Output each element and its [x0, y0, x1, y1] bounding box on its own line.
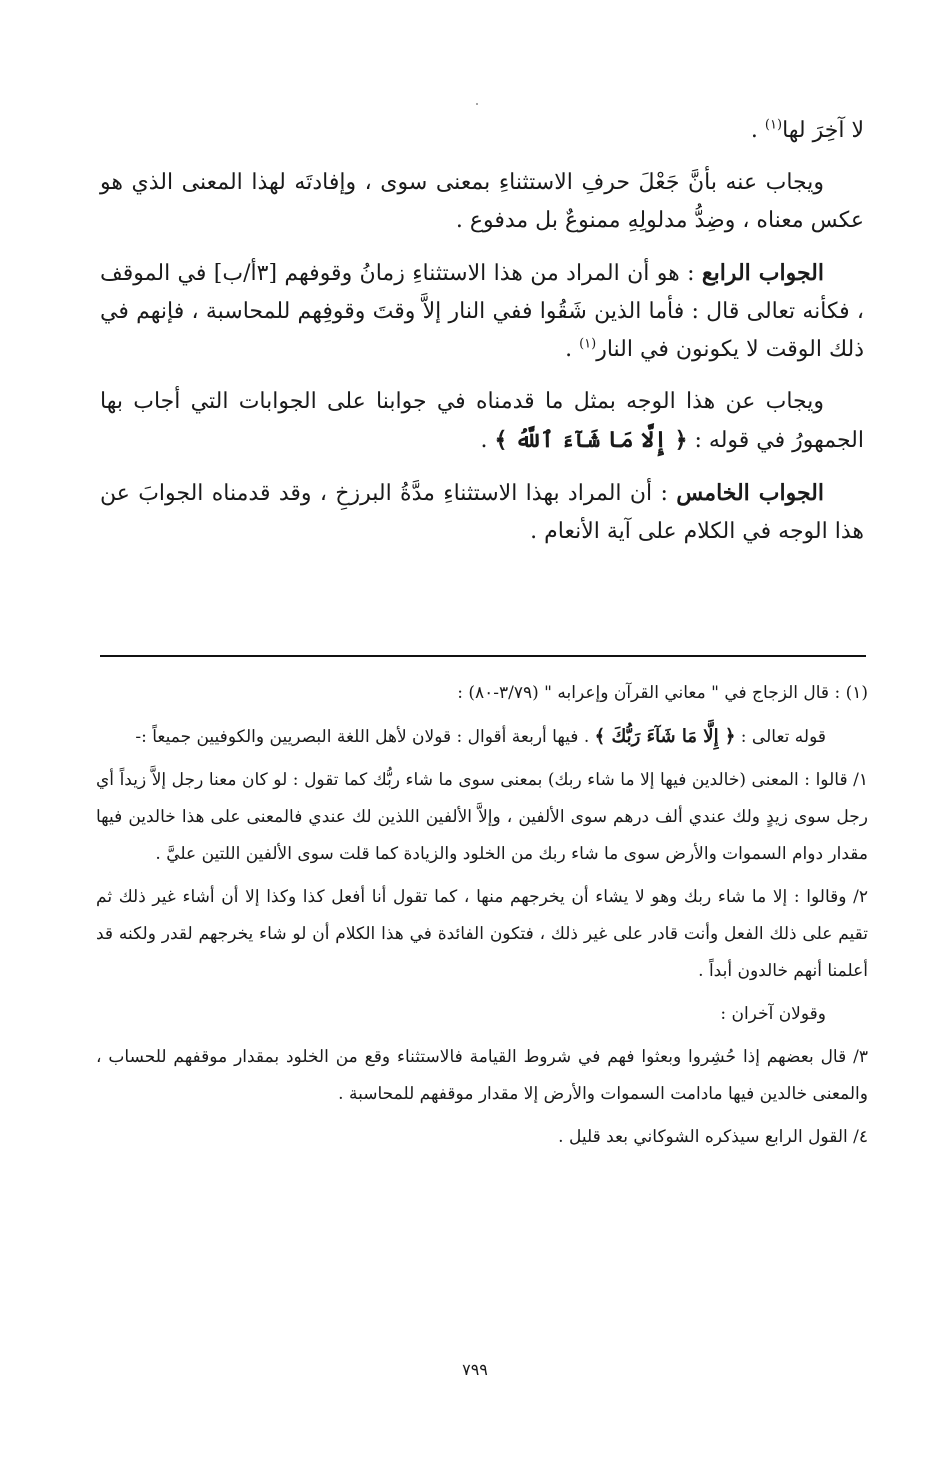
paragraph-text: : هو أن المراد من هذا الاستثناءِ زمانُ وقوفهم [٣أ/ب] في الموقف ، فكأنه تعالى قال : فأما الذين شَقُوا ففي النار إلاَّ وقتَ وقوفِهم للمحاسبة ، فإنهم في ذلك الوقت لا يكونون في النار — [100, 261, 864, 362]
footnote-item-1: ١/ قالوا : المعنى (خالدين فيها إلا ما شاء ربك) بمعنى سوى ما شاء ربُّك كما تقول : لو كان معنا رجل إلاَّ زيداً أي رجل سوى زيدٍ ولك عندي ألف درهم سوى الألفين ، وإلاَّ الألفين اللذين لك عندي فالمعنى على هذا خالدين فيها مقدار دوام السموات والأرض سوى ما شاء ربك من الخلود والزيادة كما قلت سوى الألفين اللتين عليَّ . — [96, 770, 868, 864]
footnote-item-3: ٣/ قال بعضهم إذا حُشِروا وبعثوا فهم في شروط القيامة فالاستثناء وقع من الخلود بمقدار موقفهم للحساب ، والمعنى خالدين فيها مادامت السموات والأرض إلا مقدار موقفهم للمحاسبة . — [96, 1047, 868, 1104]
footnote-text: . فيها أربعة أقوال : قولان لأهل اللغة البصريين والكوفيين جميعاً :- — [135, 727, 595, 747]
footnote-text: قوله تعالى : — [735, 727, 826, 747]
footnote-separator — [100, 655, 866, 657]
paragraph-end: . — [565, 337, 580, 362]
footnote-ref[interactable]: (١) — [579, 336, 597, 352]
paragraph-text: : أن المراد بهذا الاستثناءِ مدَّةُ البرزخِ ، وقد قدمناه الجوابَ عن هذا الوجه في الكلام على آية الأنعام . — [100, 481, 864, 544]
footnote-quote — [96, 718, 868, 756]
paragraph-fifth-answer — [100, 474, 864, 551]
paragraph-continuation — [100, 112, 864, 150]
paragraph-text: لا آخِرَ لها — [782, 118, 864, 143]
answer-label: الجواب الرابع — [701, 260, 824, 286]
footnote-item-4: ٤/ القول الرابع سيذكره الشوكاني بعد قليل . — [558, 1127, 868, 1147]
paragraph-end: . — [750, 118, 765, 143]
quran-quote: ﴿ إِلَّا مَا شَآءَ رَبُّكَ ﴾ — [594, 726, 736, 747]
footnotes — [96, 675, 868, 1162]
footnote-ref[interactable]: (١) — [764, 117, 783, 133]
paragraph-fourth-answer — [100, 254, 864, 369]
paragraph-rebuttal-1: ويجاب عنه بأنَّ جَعْلَ حرفِ الاستثناءِ بمعنى سوى ، وإفادتَه لهذا المعنى الذي هو عكس معناه ، وضِدُّ مدلولِهِ ممنوعٌ بل مدفوع . — [100, 170, 864, 233]
paragraph-text: ويجاب عن هذا الوجه بمثل ما قدمناه في جوابنا على الجوابات التي أجاب بها الجمهورُ في قوله : — [100, 389, 864, 453]
paragraph-rebuttal-2 — [100, 383, 864, 460]
decorative-dot — [476, 103, 478, 105]
page-number: ٧٩٩ — [462, 1360, 488, 1379]
quran-quote: ﴿ إِلَّا مَا شَآءَ ٱللَّهُ ﴾ — [494, 427, 688, 453]
answer-label: الجواب الخامس — [676, 480, 825, 506]
main-text — [100, 112, 864, 565]
footnote-subheading: وقولان آخران : — [720, 1004, 826, 1024]
footnote-item-2: ٢/ وقالوا : إلا ما شاء ربك وهو لا يشاء أن يخرجهم منها ، كما تقول أنا أفعل كذا وكذا إلا أن أشاء غير ذلك ثم تقيم على ذلك الفعل وأنت قادر على غير ذلك ، فتكون الفائدة في هذا الكلام أن لو شاء يخرجهم لقدر ولكنه قد أعلمنا أنهم خالدون أبداً . — [96, 887, 868, 981]
paragraph-end: . — [480, 428, 495, 453]
footnote-source: (١) : قال الزجاج في " معاني القرآن وإعرابه " (٣/٧٩-٨٠) : — [457, 683, 868, 703]
